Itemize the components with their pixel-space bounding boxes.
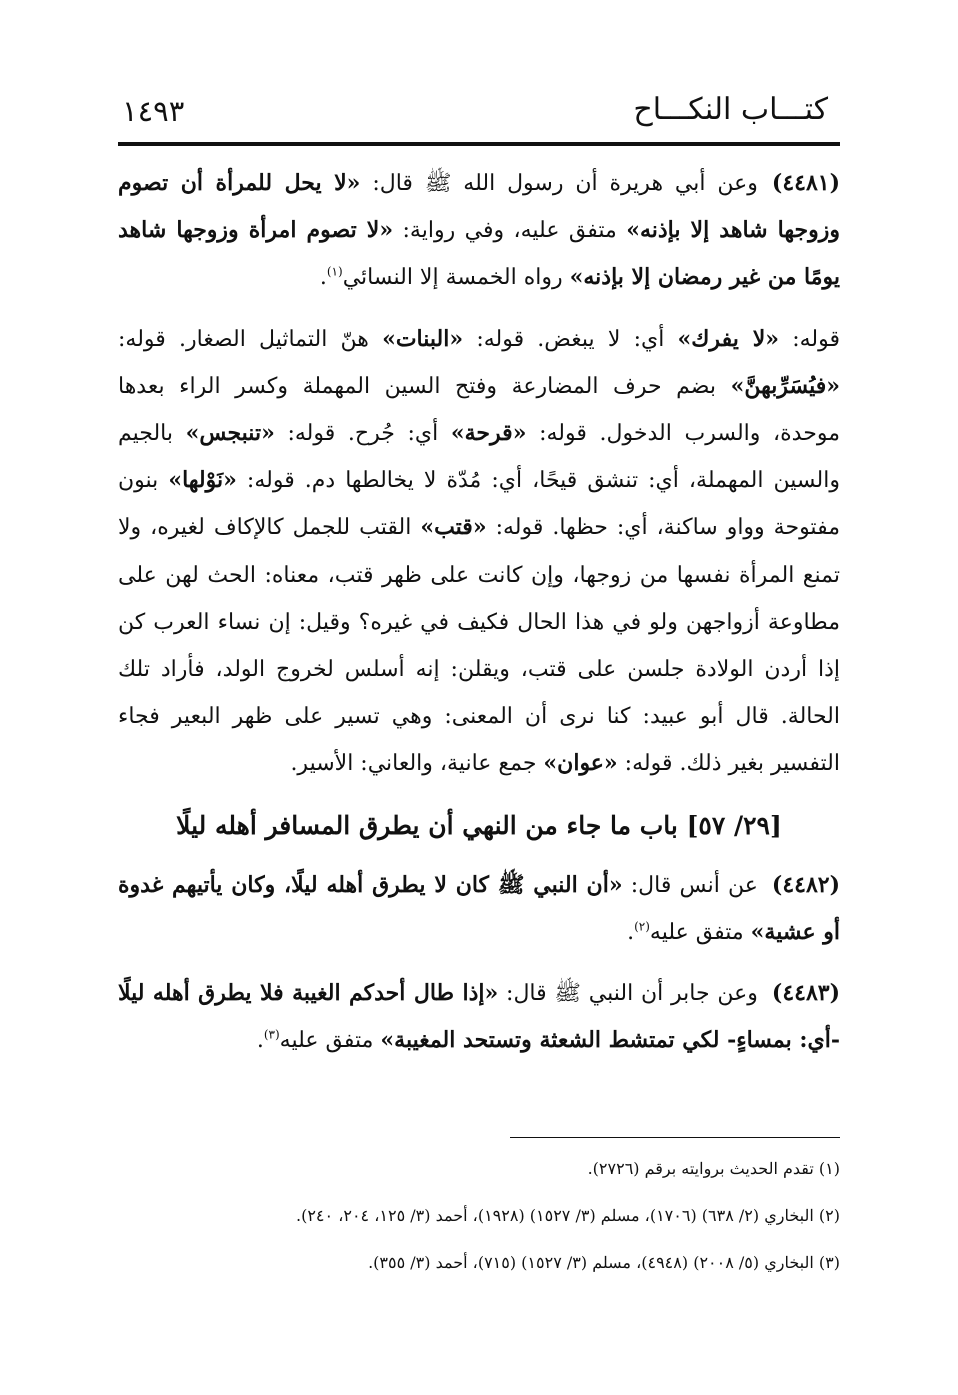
hadith-quote: «لا تصوم امرأة وزوجها شاهد يومًا من غير رمضان إلا بإذنه» (118, 217, 840, 291)
commentary-text: هنّ التماثيل الصغار. قوله: (118, 326, 383, 352)
commentary-term: «البنات» (382, 325, 464, 352)
hadith-quote: «لا يحل للمرأة أن تصوم وزوجها شاهد إلا بإذنه» (118, 170, 840, 244)
commentary-text: بنون مفتوحة وواو ساكنة، أي: حظها. قوله: (118, 468, 840, 541)
hadith-4482 (118, 862, 840, 956)
hadith-number: (٤٤٨٢) (771, 871, 841, 898)
commentary-term: «قرحة» (450, 420, 527, 447)
footnotes (118, 1150, 840, 1291)
main-text (118, 160, 840, 1078)
footnote-divider (510, 1137, 840, 1138)
hadith-quote: «إذا طال أحدكم الغيبة فلا يطرق أهله ليلًا -أي: بمساءٍ- لكي تمتشط الشعثة وتستحد المغيبة» (118, 980, 840, 1054)
commentary-term: «لا يفرك» (677, 325, 779, 352)
footnote-ref: (١) (326, 265, 343, 280)
hadith-intro: عن أنس قال: (622, 872, 758, 898)
hadith-end: . (256, 1028, 264, 1054)
hadith-text: رواه الخمسة إلا النسائي (342, 265, 570, 291)
hadith-4483 (118, 970, 840, 1064)
page-number: ١٤٩٣ (122, 94, 185, 128)
commentary-term: «عوان» (543, 750, 618, 777)
hadith-text: متفق عليه (649, 919, 751, 945)
hadith-number: (٤٤٨١) (771, 170, 840, 196)
footnote-ref: (٣) (263, 1027, 280, 1042)
commentary-text: أي: لا يبغض. قوله: (463, 326, 678, 352)
hadith-intro: وعن جابر أن النبي ﷺ قال: (498, 981, 758, 1007)
hadith-4481 (118, 160, 840, 302)
commentary-paragraph (118, 316, 840, 788)
hadith-text: متفق عليه (279, 1028, 381, 1054)
commentary-term: «قتب» (420, 514, 487, 541)
hadith-end: . (627, 919, 635, 945)
footnote-2: (٢) البخاري (٢/ ٦٣٨) (١٧٠٦)، مسلم (٣/ ١٥٢٧) (١٩٢٨)، أحمد (٣/ ١٢٥، ٢٠٤، ٢٤٠). (296, 1206, 840, 1225)
commentary-text: القتب للجمل كالإكاف لغيره، ولا تمنع المرأة نفسها من زوجها، وإن كانت على ظهر قتب، معناه: الحث لهن على مطاوعة أزواجهن ولو في هذا الحال فكيف في غيره؟ وقيل: إن نساء العرب كن إذا أردن الولادة جلسن على قتب، ويقلن: إنه أسلس لخروج الولد، فأراد تلك الحالة. قال أبو عبيد: كنا نرى أن المعنى: وهي تسير على ظهر البعير فجاء التفسير بغير ذلك. قوله: (118, 515, 841, 777)
commentary-text: قوله: (779, 326, 840, 352)
commentary-text: أي: جُرح. قوله: (274, 421, 451, 447)
commentary-term: «فيُسَرِّبهنَّ» (730, 372, 841, 399)
header-divider (118, 142, 840, 146)
page-header (118, 92, 840, 142)
commentary-text: بضم حرف المضارعة وفتح السين المهملة وكسر الراء بعدها موحدة، والسرب الدخول. قوله: (118, 373, 840, 447)
footnote-1: (١) تقدم الحديث بروايته برقم (٢٧٢٦). (587, 1159, 840, 1178)
hadith-intro: وعن أبي هريرة أن رسول الله ﷺ قال: (360, 171, 758, 196)
commentary-text: جمع عانية، والعاني: الأسير. (290, 751, 544, 777)
commentary-term: «تنبجس» (185, 420, 275, 447)
hadith-text: متفق عليه، وفي رواية: (393, 218, 627, 244)
commentary-term: «نَوْلها» (168, 467, 237, 494)
chapter-heading: [٢٩/ ٥٧] باب ما جاء من النهي أن يطرق المسافر أهله ليلًا (176, 810, 782, 840)
book-chapter-title: كتـــاب النكـــاح (633, 92, 828, 127)
commentary-text: بالجيم والسين المهملة، أي: تنشق قيحًا، أي: مُدّة لا يخالطها دم. قوله: (118, 421, 840, 494)
hadith-end: . (319, 265, 327, 291)
hadith-quote: «أن النبي ﷺ كان لا يطرق أهله ليلًا، وكان يأتيهم غدوة أو عشية» (118, 871, 840, 945)
footnote-ref: (٢) (634, 919, 650, 934)
hadith-number: (٤٤٨٣) (771, 980, 840, 1007)
footnote-3: (٣) البخاري (٥/ ٢٠٠٨) (٤٩٤٨)، مسلم (٣/ ١٥٢٧) (٧١٥)، أحمد (٣/ ٣٥٥). (368, 1253, 840, 1272)
